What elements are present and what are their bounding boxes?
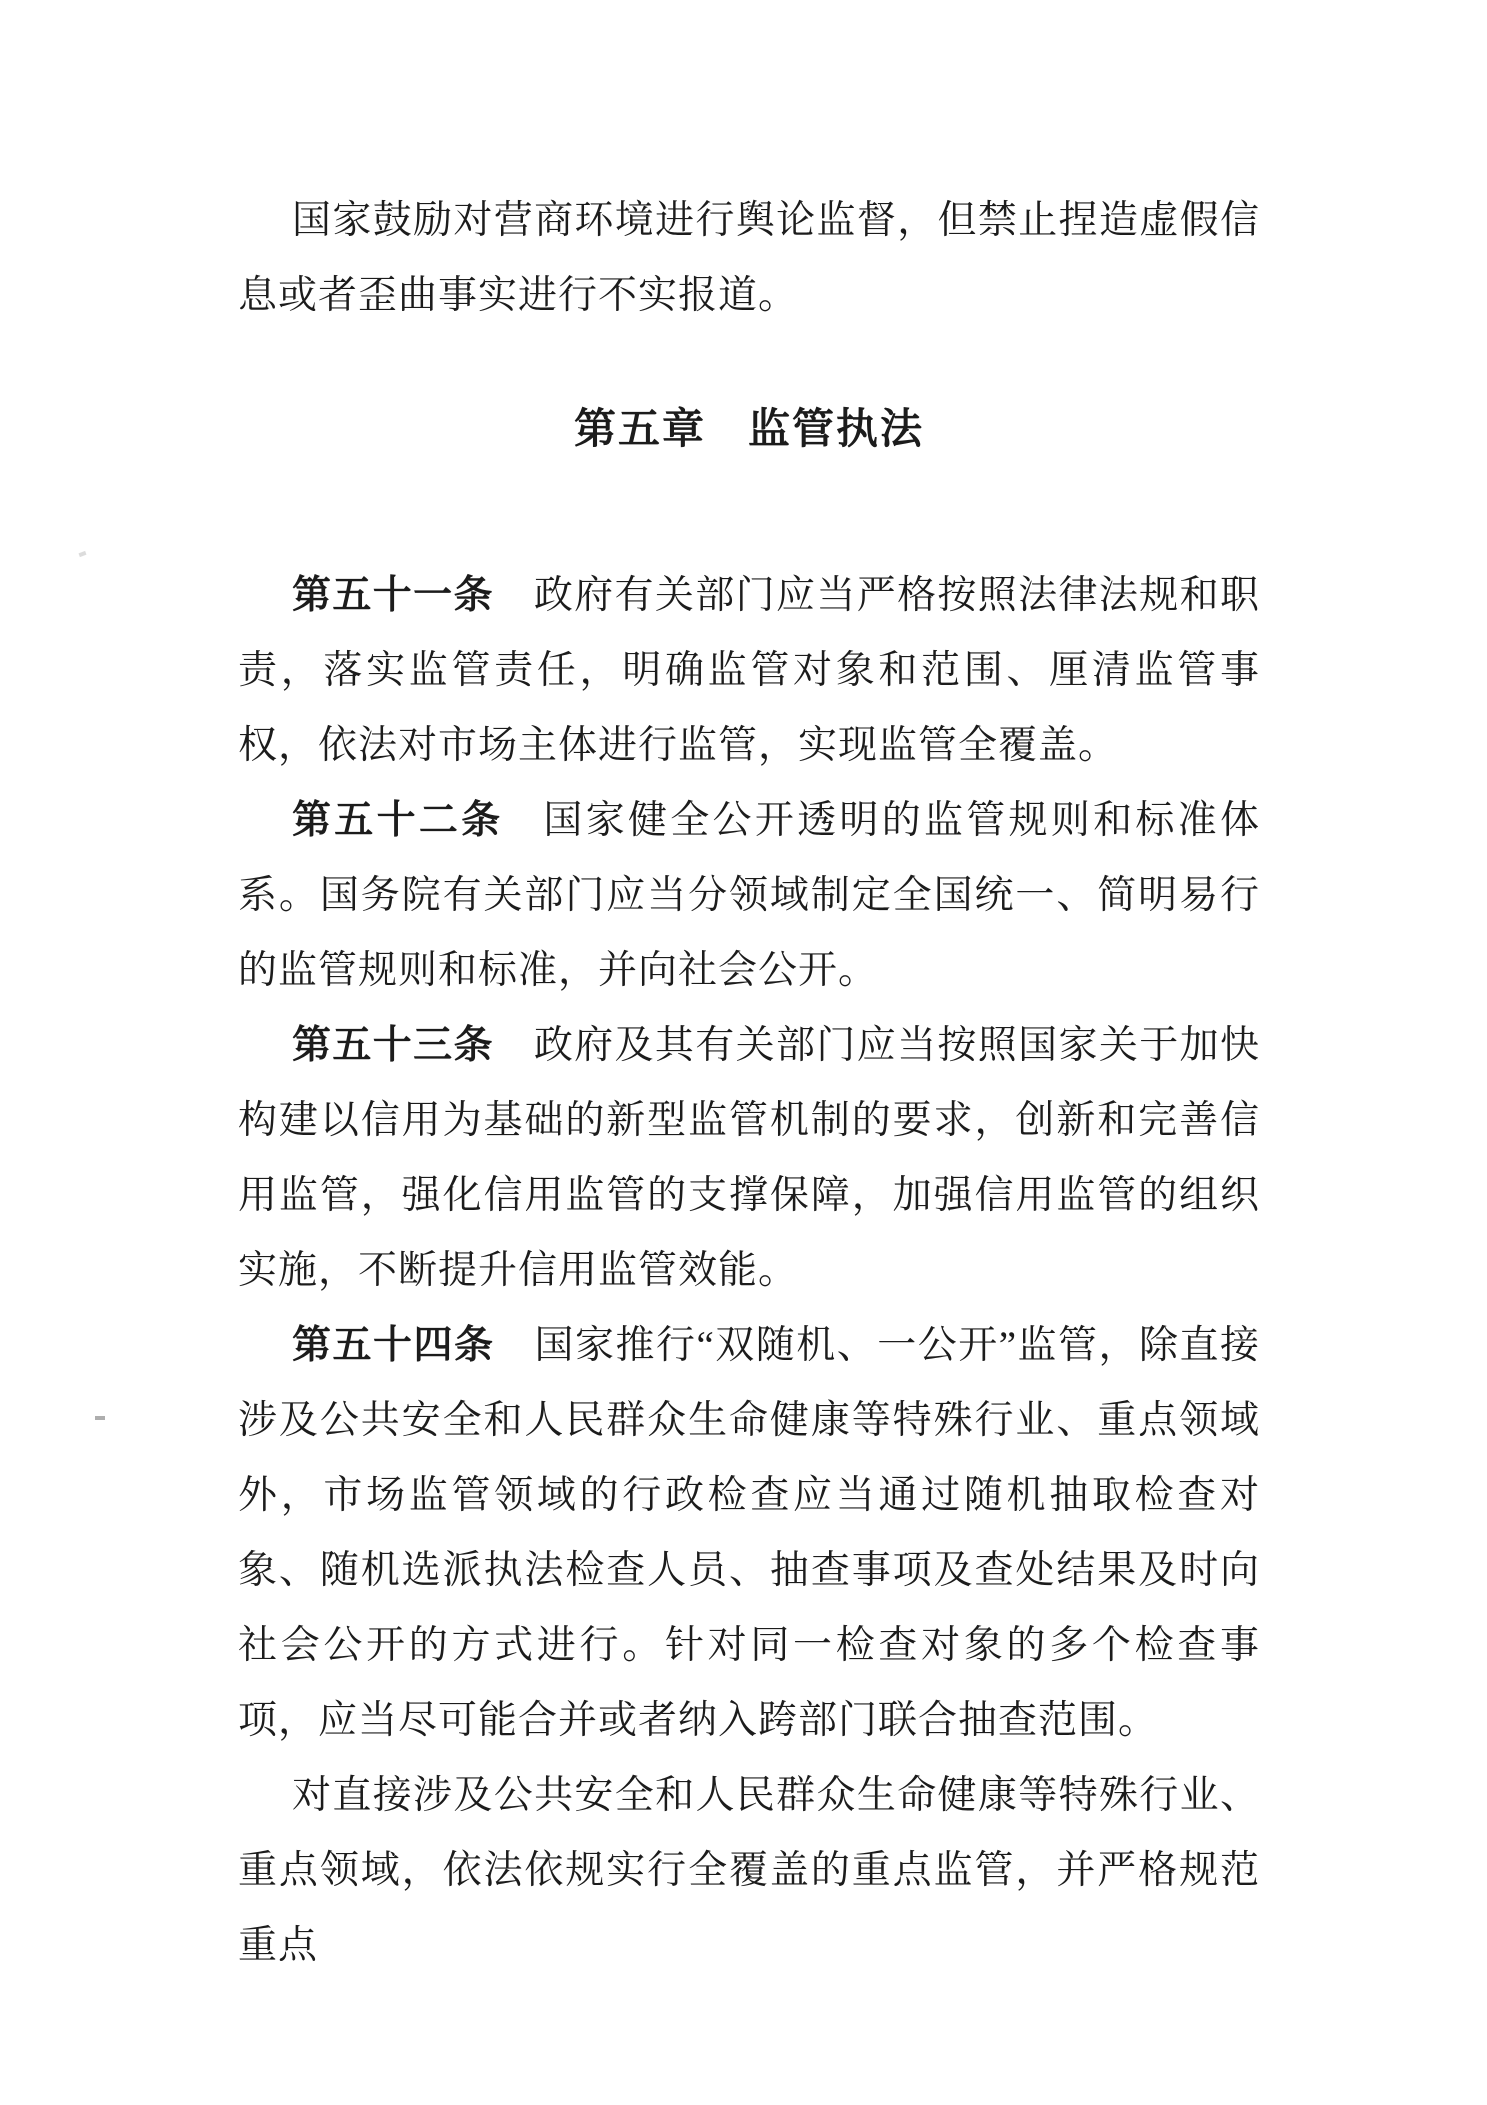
article-text: 政府有关部门应当严格按照法律法规和职责，落实监管责任，明确监管对象和范围、厘清监管事权，依法对市场主体进行监管，实现监管全覆盖。 [238,574,1260,767]
intro-paragraph: 国家鼓励对营商环境进行舆论监督，但禁止捏造虚假信息或者歪曲事实进行不实报道。 [238,199,1260,317]
scan-speck-artifact [95,1416,105,1420]
chapter-number: 第五章 [573,405,706,452]
article-paragraph-51 [238,558,1260,783]
article-text: 政府及其有关部门应当按照国家关于加快构建以信用为基础的新型监管机制的要求，创新和完善信用监管，强化信用监管的支撑保障，加强信用监管的组织实施，不断提升信用监管效能。 [238,1024,1260,1292]
chapter-title: 监管执法 [748,405,925,452]
closing-paragraph: 对直接涉及公共安全和人民群众生命健康等特殊行业、重点领域，依法依规实行全覆盖的重点监管，并严格规范重点 [238,1774,1260,1967]
text-block [238,183,1260,1983]
article-paragraph-52 [238,783,1260,1008]
article-paragraph-53 [238,1008,1260,1308]
scan-speck-artifact [79,551,87,557]
article-text: 国家推行“双随机、一公开”监管，除直接涉及公共安全和人民群众生命健康等特殊行业、重点领域外，市场监管领域的行政检查应当通过随机抽取检查对象、随机选派执法检查人员、抽查事项及查处结果及时向社会公开的方式进行。针对同一检查对象的多个检查事项，应当尽可能合并或者纳入跨部门联合抽查范围。 [238,1324,1260,1742]
article-number: 第五十四条 [292,1324,495,1367]
article-text: 国家健全公开透明的监管规则和标准体系。国务院有关部门应当分领域制定全国统一、简明易行的监管规则和标准，并向社会公开。 [238,799,1260,992]
article-paragraph-54 [238,1308,1260,1758]
article-number: 第五十三条 [292,1024,494,1067]
article-number: 第五十二条 [292,799,504,842]
chapter-heading [238,391,1260,466]
article-number: 第五十一条 [292,574,494,617]
